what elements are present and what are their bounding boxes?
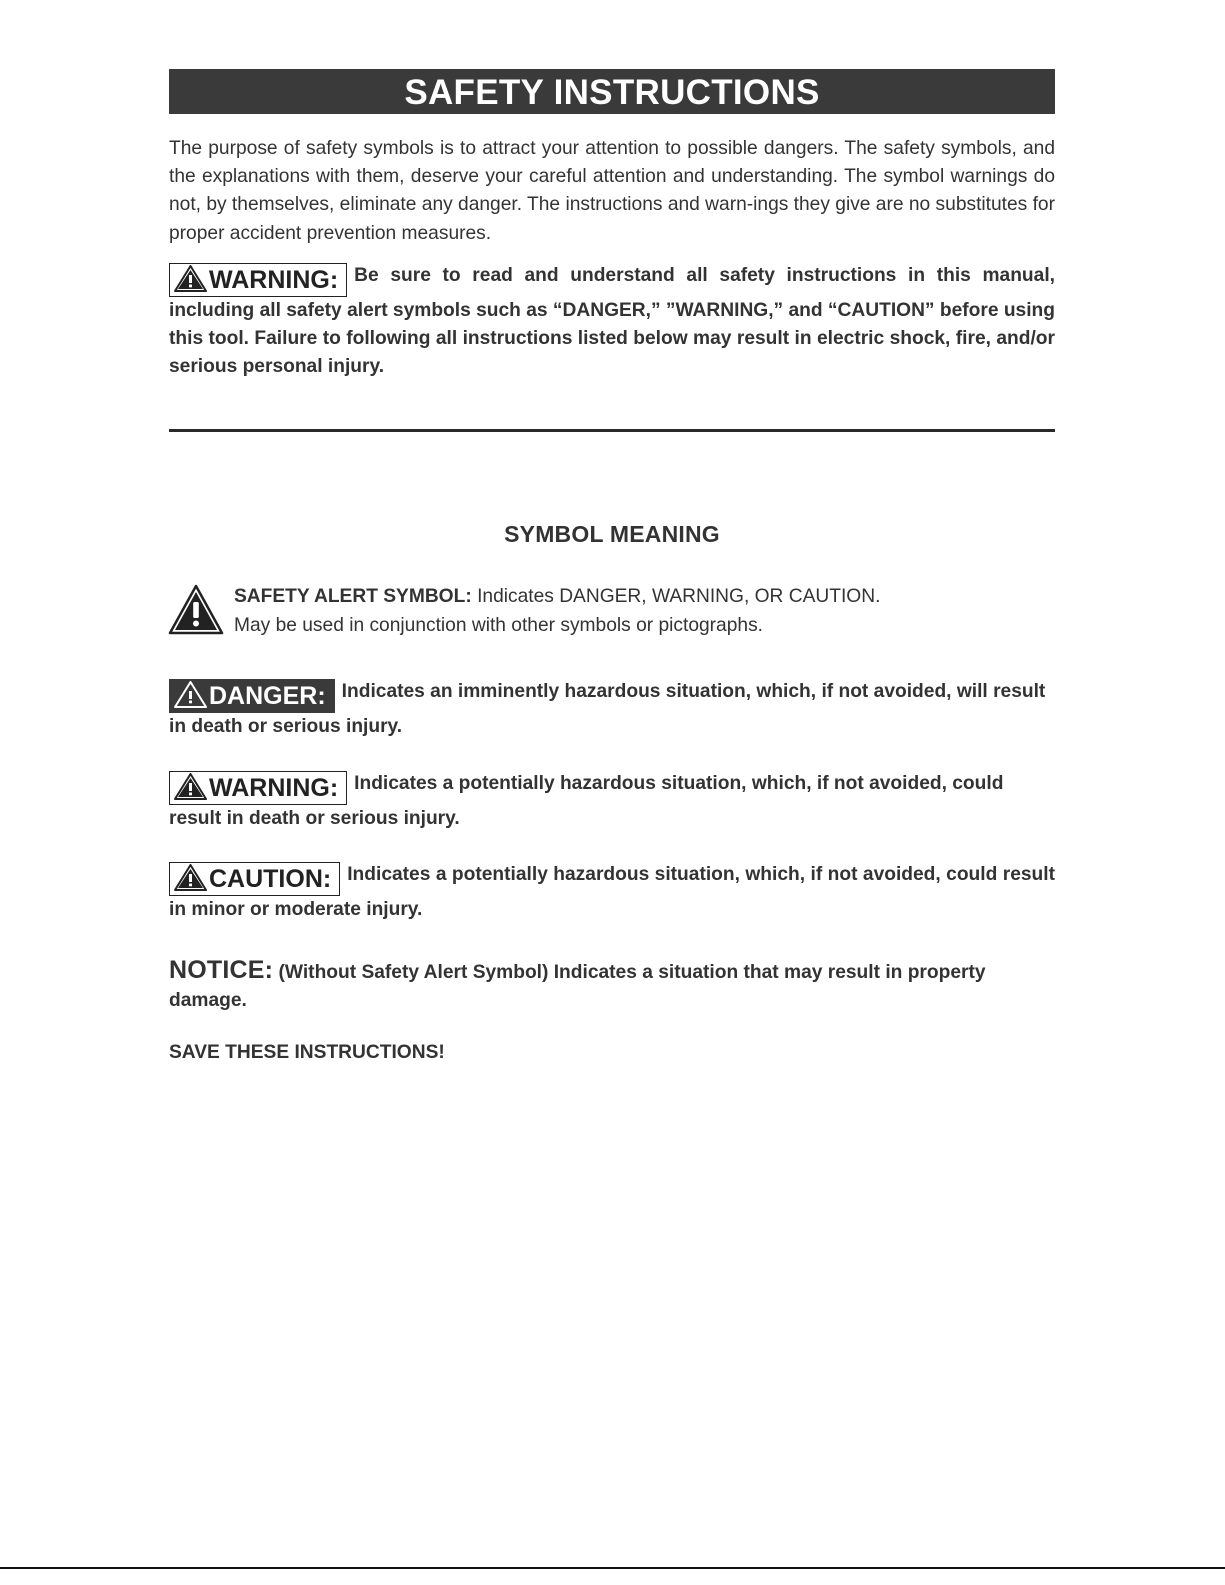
caution-definition: [169, 861, 1055, 924]
alert-triangle-icon: [174, 681, 207, 708]
save-instructions: SAVE THESE INSTRUCTIONS!: [169, 1042, 445, 1064]
warning-label: [169, 263, 347, 297]
caution-text: Indicates a potentially hazardous situation, which, if not avoided, could result in minor or moderate injury.: [169, 863, 1055, 920]
alert-triangle-icon: [174, 265, 207, 292]
alert-symbol-line2: May be used in conjunction with other symbols or pictographs.: [234, 615, 763, 637]
caution-label: [169, 862, 340, 896]
alert-triangle-icon: [168, 584, 224, 636]
alert-triangle-icon: [174, 773, 207, 800]
alert-symbol-description: [234, 582, 880, 640]
danger-definition: [169, 678, 1055, 741]
notice-text: (Without Safety Alert Symbol) Indicates a situation that may result in property damage.: [169, 962, 986, 1012]
safety-page: [169, 69, 1055, 1064]
warning-label: [169, 771, 347, 805]
danger-label: [169, 679, 335, 713]
caution-label-text: CAUTION:: [209, 864, 332, 893]
alert-triangle-icon: [174, 864, 207, 891]
warning-label-text: WARNING:: [209, 773, 339, 802]
page-title: SAFETY INSTRUCTIONS: [169, 69, 1055, 114]
warning-definition: [169, 770, 1055, 833]
warning-label-text: WARNING:: [209, 265, 339, 294]
notice-definition: [169, 956, 1055, 1015]
alert-symbol-line1: Indicates DANGER, WARNING, OR CAUTION.: [477, 586, 881, 608]
page-bottom-edge: [0, 1567, 1225, 1569]
safety-alert-symbol-row: [169, 585, 1055, 645]
notice-label: NOTICE:: [169, 956, 274, 985]
danger-label-text: DANGER:: [209, 682, 326, 711]
warning-notice: [169, 262, 1055, 382]
warning-text: Indicates a potentially hazardous situation, which, if not avoided, could result in death or serious injury.: [169, 772, 1004, 829]
alert-symbol-title: SAFETY ALERT SYMBOL:: [234, 586, 472, 608]
warning-notice-text: Be sure to read and understand all safety instructions in this manual, including all safety alert symbols such as “DANGER,” ”WARNING,” and “CAUTION” before using this tool. Failure to following all instructions listed below may result in electric shock, fire, and/or serious personal injury.: [169, 264, 1055, 378]
symbol-meaning-heading: SYMBOL MEANING: [504, 521, 720, 548]
intro-paragraph: The purpose of safety symbols is to attract your attention to possible dangers. The safety symbols, and the explanations with them, deserve your careful attention and understanding. The symbol warnings do not, by themselves, eliminate any danger. The instructions and warn-ings they give are no substitutes for proper accident prevention measures.: [169, 138, 1055, 244]
danger-text: Indicates an imminently hazardous situation, which, if not avoided, will result in death or serious injury.: [169, 681, 1046, 738]
section-divider: [169, 429, 1055, 432]
